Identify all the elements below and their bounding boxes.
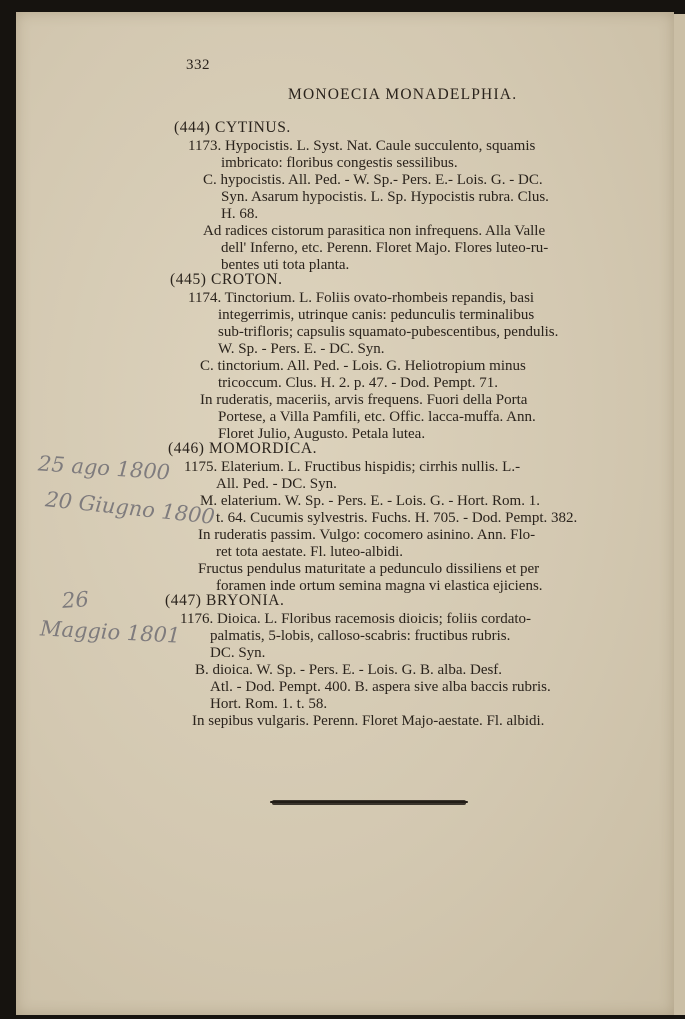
text-line: H. 68. [221,206,259,222]
text-line: tricoccum. Clus. H. 2. p. 47. - Dod. Pempt. 71. [218,375,498,391]
page-number: 332 [186,57,210,73]
handwritten-note: 25 ago 1800 [37,451,171,485]
genus-heading: (446) MOMORDICA. [168,440,318,457]
text-line: DC. Syn. [210,645,266,661]
decorative-rule [272,800,466,805]
text-line: imbricato: floribus congestis sessilibus. [221,155,458,171]
text-line: B. dioica. W. Sp. - Pers. E. - Lois. G. B. alba. Desf. [195,662,503,678]
text-line: t. 64. Cucumis sylvestris. Fuchs. H. 705. - Dod. Pempt. 382. [216,510,578,526]
text-line: dell' Inferno, etc. Perenn. Floret Majo. Flores luteo-ru- [221,240,549,256]
handwritten-note: Maggio 1801 [39,616,181,648]
page-edge [674,14,685,1015]
text-line: 1174. Tinctorium. L. Foliis ovato-rhombeis repandis, basi [188,290,535,306]
handwritten-note: 20 Giugno 1800 [44,487,216,529]
text-line: foramen inde ortum semina magna vi elastica ejiciens. [216,578,543,594]
text-line: Floret Julio, Augusto. Petala lutea. [218,426,426,442]
text-line: Fructus pendulus maturitate a pedunculo dissiliens et per [198,561,540,577]
genus-heading: (444) CYTINUS. [174,119,291,136]
text-line: C. hypocistis. All. Ped. - W. Sp.- Pers. E.- Lois. G. - DC. [203,172,543,188]
text-line: M. elaterium. W. Sp. - Pers. E. - Lois. G. - Hort. Rom. 1. [200,493,540,509]
handwritten-note: 26 [61,587,90,613]
text-line: Atl. - Dod. Pempt. 400. B. aspera sive alba baccis rubris. [210,679,551,695]
text-line: 1175. Elaterium. L. Fructibus hispidis; cirrhis nullis. L.- [184,459,521,475]
text-line: palmatis, 5-lobis, calloso-scabris: fructibus rubris. [210,628,511,644]
text-line: Hort. Rom. 1. t. 58. [210,696,328,712]
text-line: In ruderatis, maceriis, arvis frequens. Fuori della Porta [200,392,528,408]
text-line: integerrimis, utrinque canis: pedunculis terminalibus [218,307,535,323]
text-line: sub-trifloris; capsulis squamato-pubescentibus, pendulis. [218,324,559,340]
text-line: ret tota aestate. Fl. luteo-albidi. [216,544,404,560]
text-line: Portese, a Villa Pamfili, etc. Offic. lacca-muffa. Ann. [218,409,536,425]
text-line: All. Ped. - DC. Syn. [216,476,337,492]
text-line: C. tinctorium. All. Ped. - Lois. G. Heliotropium minus [200,358,526,374]
text-line: In sepibus vulgaris. Perenn. Floret Majo-aestate. Fl. albidi. [192,713,545,729]
text-line: In ruderatis passim. Vulgo: cocomero asinino. Ann. Flo- [198,527,536,543]
text-line: Syn. Asarum hypocistis. L. Sp. Hypocistis rubra. Clus. [221,189,549,205]
text-line: W. Sp. - Pers. E. - DC. Syn. [218,341,385,357]
genus-heading: (447) BRYONIA. [165,592,285,609]
running-head: MONOECIA MONADELPHIA. [288,86,518,103]
text-line: bentes uti tota planta. [221,257,350,273]
genus-heading: (445) CROTON. [170,271,283,288]
text-line: 1173. Hypocistis. L. Syst. Nat. Caule succulento, squamis [188,138,536,154]
text-line: 1176. Dioica. L. Floribus racemosis dioicis; foliis cordato- [180,611,532,627]
text-line: Ad radices cistorum parasitica non infrequens. Alla Valle [203,223,546,239]
